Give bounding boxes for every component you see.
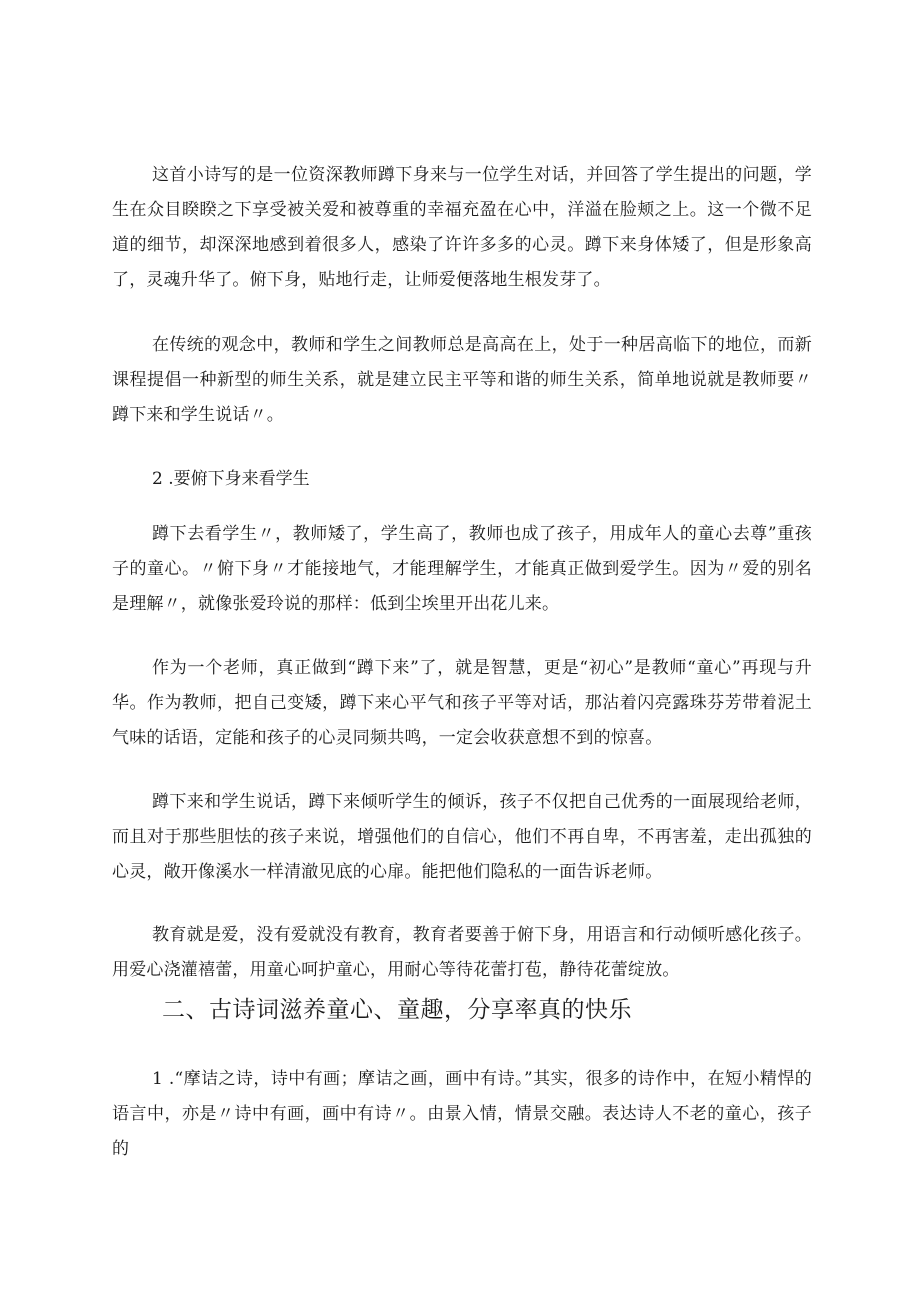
section-heading: 二、古诗词滋养童心、童趣，分享率真的快乐 — [162, 997, 632, 1023]
paragraph-education-love: 教育就是爱，没有爱就没有教育，教育者要善于俯下身，用语言和行动倾听感化孩子。用爱心浇灌禧蕾，用童心呵护童心，用耐心等待花蕾打苞，静待花蕾绽放。 — [112, 925, 812, 980]
paragraph-listen: 蹲下来和学生说话，蹲下来倾听学生的倾诉，孩子不仅把自己优秀的一面展现给老师，而且对于那些胆怯的孩子来说，增强他们的自信心，他们不再自卑，不再害羞，走出孤独的心灵，敞开像溪水一样清澈见底的心扉。能把他们隐私的一面告诉老师。 — [112, 792, 812, 882]
paragraph-squat-view: 蹲下去看学生〃，教师矮了，学生高了，教师也成了孩子，用成年人的童心去尊”重孩子的童心。〃俯下身〃才能接地气，才能理解学生，才能真正做到爱学生。因为〃爱的别名是理解〃，就像张爱玲说的那样：低到尘埃里开出花儿来。 — [112, 524, 812, 614]
subheading-bend-down: 2 .要俯下身来看学生 — [152, 469, 310, 489]
paragraph-poem-description: 这首小诗写的是一位资深教师蹲下身来与一位学生对话，并回答了学生提出的问题，学生在众目睽睽之下享受被关爱和被尊重的幸福充盈在心中，洋溢在脸颊之上。这一个微不足道的细节，却深深地感到着很多人，感染了许许多多的心灵。蹲下来身体矮了，但是形象高了，灵魂升华了。俯下身，贴地行走，让师爱便落地生根发芽了。 — [112, 165, 812, 290]
paragraph-as-teacher: 作为一个老师，真正做到“蹲下来”了，就是智慧，更是“初心”是教师“童心”再现与升华。作为教师，把自己变矮，蹲下来心平气和孩子平等对话，那沾着闪亮露珠芬芳带着泥土气味的话语，定能和孩子的心灵同频共鸣，一定会收获意想不到的惊喜。 — [112, 658, 812, 748]
paragraph-traditional-view: 在传统的观念中，教师和学生之间教师总是高高在上，处于一种居高临下的地位，而新课程提倡一种新型的师生关系，就是建立民主平等和谐的师生关系，简单地说就是教师要〃蹲下来和学生说话〃。 — [112, 335, 812, 425]
paragraph-poetry-painting: 1 .“摩诘之诗，诗中有画；摩诘之画，画中有诗。”其实，很多的诗作中，在短小精悍的语言中，亦是〃诗中有画，画中有诗〃。由景入情，情景交融。表达诗人不老的童心，孩子的 — [112, 1069, 812, 1159]
